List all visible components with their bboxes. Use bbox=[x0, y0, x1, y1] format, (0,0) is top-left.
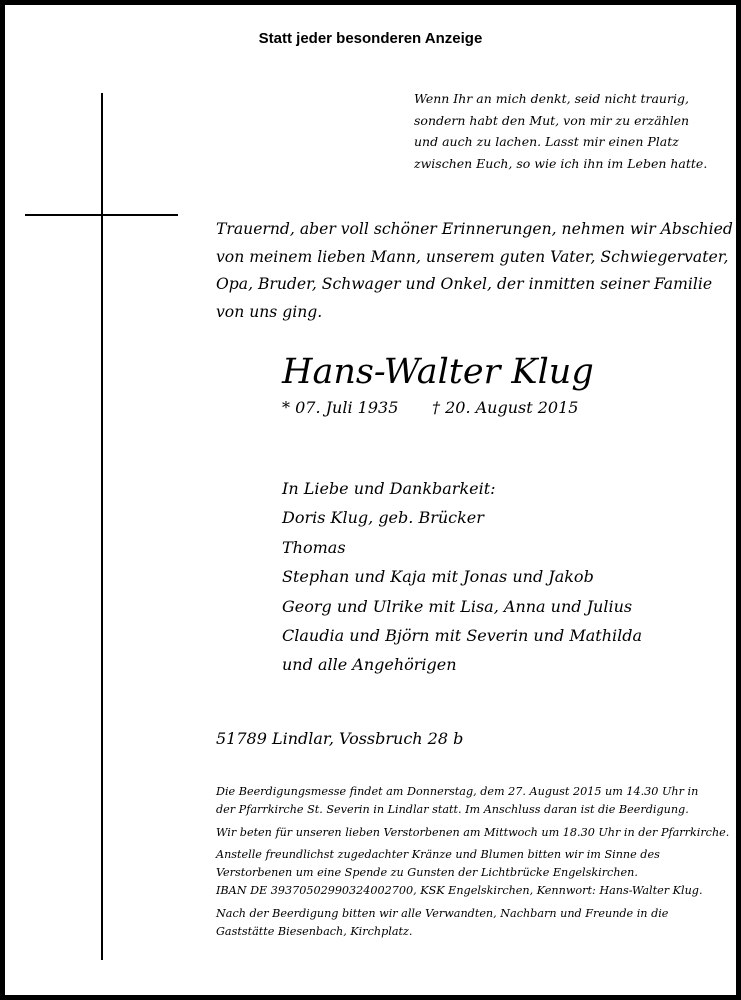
notices bbox=[216, 783, 729, 945]
notice-line: der Pfarrkirche St. Severin in Lindlar statt. Im Anschluss daran ist die Beerdigung. bbox=[216, 802, 689, 816]
notice-funeral-mass bbox=[216, 783, 729, 819]
notice-line: Verstorbenen um eine Spende zu Gunsten der Lichtbrücke Engelskirchen. bbox=[216, 866, 638, 880]
notice-line: Anstelle freundlichst zugedachter Kränze und Blumen bitten wir im Sinne des bbox=[216, 848, 660, 862]
mourners-line: Georg und Ulrike mit Lisa, Anna und Julius bbox=[282, 596, 633, 616]
death-date: † 20. August 2015 bbox=[432, 398, 579, 417]
notice-line: Gaststätte Biesenbach, Kirchplatz. bbox=[216, 924, 413, 938]
mourners-line: Doris Klug, geb. Brücker bbox=[282, 508, 484, 528]
poem-line: sondern habt den Mut, von mir zu erzählen bbox=[414, 112, 690, 128]
mourners-list bbox=[282, 474, 642, 680]
intro-line: von meinem lieben Mann, unserem guten Vater, Schwiegervater, bbox=[216, 247, 729, 266]
header-line: Statt jeder besonderen Anzeige bbox=[258, 30, 483, 47]
poem-line: zwischen Euch, so wie ich ihn im Leben hatte. bbox=[414, 155, 708, 171]
notice-prayer bbox=[216, 824, 729, 842]
poem-line: und auch zu lachen. Lasst mir einen Platz bbox=[414, 134, 679, 149]
notice-line: Die Beerdigungsmesse findet am Donnerstag, dem 27. August 2015 um 14.30 Uhr in bbox=[216, 785, 699, 798]
cross-horizontal-bar bbox=[25, 214, 178, 216]
mourners-line: Thomas bbox=[282, 537, 346, 557]
notice-donation bbox=[216, 846, 729, 899]
intro-line: Opa, Bruder, Schwager und Onkel, der inmitten seiner Familie bbox=[216, 275, 713, 293]
intro-line: von uns ging. bbox=[216, 302, 323, 321]
birth-date: * 07. Juli 1935 bbox=[282, 398, 399, 417]
intro-text bbox=[216, 216, 733, 326]
notice-reception bbox=[216, 905, 729, 941]
intro-line: Trauernd, aber voll schöner Erinnerungen, nehmen wir Abschied bbox=[216, 220, 733, 238]
notice-line: Wir beten für unseren lieben Verstorbenen am Mittwoch um 18.30 Uhr in der Pfarrkirche. bbox=[216, 825, 730, 839]
notice-line: IBAN DE 39370502990324002700, KSK Engelskirchen, Kennwort: Hans-Walter Klug. bbox=[216, 883, 703, 897]
mourners-line: Stephan und Kaja mit Jonas und Jakob bbox=[282, 567, 594, 587]
deceased-name: Hans-Walter Klug bbox=[282, 352, 594, 392]
notice-line: Nach der Beerdigung bitten wir alle Verwandten, Nachbarn und Freunde in die bbox=[216, 906, 669, 920]
mourners-line: Claudia und Björn mit Severin und Mathilda bbox=[282, 626, 643, 646]
poem bbox=[414, 88, 707, 174]
cross-vertical-bar bbox=[101, 93, 103, 960]
mourners-line: und alle Angehörigen bbox=[282, 655, 457, 675]
poem-line: Wenn Ihr an mich denkt, seid nicht traurig, bbox=[414, 91, 689, 106]
address: 51789 Lindlar, Vossbruch 28 b bbox=[216, 729, 464, 748]
mourners-line: In Liebe und Dankbarkeit: bbox=[282, 479, 496, 498]
